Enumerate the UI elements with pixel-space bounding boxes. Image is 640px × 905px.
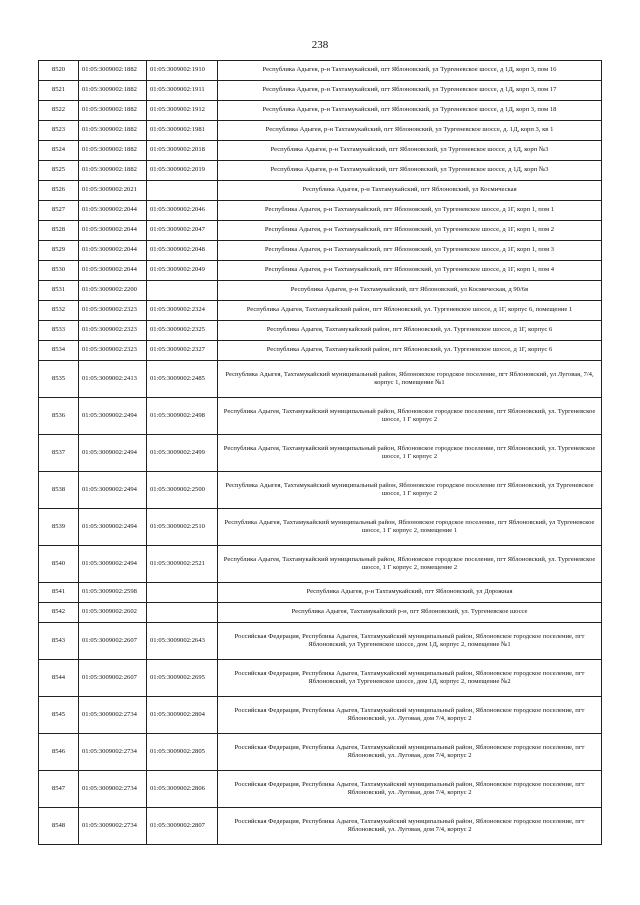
page-number: 238 (311, 39, 329, 51)
table-row (39, 181, 602, 201)
table-row (39, 221, 602, 241)
object-cadastral-number-cell: 01:05:3009002:2019 (147, 161, 218, 181)
address-cell: Республика Адыгея, Тахтамукайский муниципальный район, Яблоновское городское поселение, пгт Яблоновский, ул. Тургеневское шоссе, 1 Г корпус 2, помещение 2 (218, 546, 602, 583)
object-cadastral-number-cell: 01:05:3009002:2324 (147, 301, 218, 321)
row-number-cell: 8524 (39, 141, 79, 161)
land-cadastral-number-cell: 01:05:3009002:2734 (79, 697, 147, 734)
land-cadastral-number-cell: 01:05:3009002:2044 (79, 241, 147, 261)
object-cadastral-number-cell: 01:05:3009002:2048 (147, 241, 218, 261)
object-cadastral-number-cell: 01:05:3009002:2485 (147, 361, 218, 398)
row-number-cell: 8537 (39, 435, 79, 472)
row-number-cell: 8545 (39, 697, 79, 734)
address-cell: Республика Адыгея, р-н Тахтамукайский, пгт Яблоновский, ул Тургеневское шоссе, д 1Г, корп 1, пом 2 (218, 221, 602, 241)
row-number-cell: 8530 (39, 261, 79, 281)
row-number-cell: 8526 (39, 181, 79, 201)
row-number-cell: 8546 (39, 734, 79, 771)
object-cadastral-number-cell: 01:05:3009002:2325 (147, 321, 218, 341)
object-cadastral-number-cell: 01:05:3009002:2807 (147, 808, 218, 845)
row-number-cell: 8529 (39, 241, 79, 261)
row-number-cell: 8541 (39, 583, 79, 603)
land-cadastral-number-cell: 01:05:3009002:2021 (79, 181, 147, 201)
row-number-cell: 8540 (39, 546, 79, 583)
address-cell: Республика Адыгея, р-н Тахтамукайский, пгт Яблоновский, ул Тургеневское шоссе, д 1Г, корп 1, пом 3 (218, 241, 602, 261)
land-cadastral-number-cell: 01:05:3009002:2494 (79, 546, 147, 583)
land-cadastral-number-cell: 01:05:3009002:2494 (79, 472, 147, 509)
row-number-cell: 8539 (39, 509, 79, 546)
object-cadastral-number-cell: 01:05:3009002:1912 (147, 101, 218, 121)
row-number-cell: 8528 (39, 221, 79, 241)
address-cell: Республика Адыгея, Тахтамукайский муниципальный район, Яблоновское городское поселение пгт Яблоновский, ул Тургеневское шоссе, 1 Г корпус 2 (218, 472, 602, 509)
land-cadastral-number-cell: 01:05:3009002:2494 (79, 509, 147, 546)
address-cell: Республика Адыгея, Тахтамукайский муниципальный район, Яблоновское городское поселение, пгт Яблоновский, ул Луговая, 7/4, корпус 1, помещение №1 (218, 361, 602, 398)
object-cadastral-number-cell: 01:05:3009002:2018 (147, 141, 218, 161)
address-cell: Республика Адыгея, Тахтамукайский район, пгт Яблоновский, ул. Тургеневское шоссе, д 1Г, корпус 6 (218, 341, 602, 361)
row-number-cell: 8531 (39, 281, 79, 301)
land-cadastral-number-cell: 01:05:3009002:2323 (79, 341, 147, 361)
address-cell: Республика Адыгея, р-н Тахтамукайский, пгт Яблоновский, ул Тургеневское шоссе, д 1Д, корп №3 (218, 141, 602, 161)
object-cadastral-number-cell: 01:05:3009002:2510 (147, 509, 218, 546)
table-row (39, 583, 602, 603)
object-cadastral-number-cell: 01:05:3009002:2498 (147, 398, 218, 435)
table-row (39, 61, 602, 81)
table-row (39, 697, 602, 734)
address-cell: Российская Федерация, Республика Адыгея, Тахтамукайский муниципальный район, Яблоновское городское поселение, пгт Яблоновский, ул. Луговая, дом 7/4, корпус 2 (218, 697, 602, 734)
object-cadastral-number-cell: 01:05:3009002:2047 (147, 221, 218, 241)
land-cadastral-number-cell: 01:05:3009002:1882 (79, 81, 147, 101)
table-row (39, 808, 602, 845)
registry-table (38, 60, 602, 845)
address-cell: Республика Адыгея, р-н Тахтамукайский, пгт Яблоновский, ул Дорожная (218, 583, 602, 603)
object-cadastral-number-cell: 01:05:3009002:2521 (147, 546, 218, 583)
row-number-cell: 8544 (39, 660, 79, 697)
land-cadastral-number-cell: 01:05:3009002:2323 (79, 321, 147, 341)
land-cadastral-number-cell: 01:05:3009002:2607 (79, 623, 147, 660)
land-cadastral-number-cell: 01:05:3009002:2598 (79, 583, 147, 603)
address-cell: Республика Адыгея, р-н Тахтамукайский, пгт Яблоновский, ул Тургеневское шоссе, д 1Д, корп №3 (218, 161, 602, 181)
table-row (39, 509, 602, 546)
table-row (39, 603, 602, 623)
object-cadastral-number-cell: 01:05:3009002:2049 (147, 261, 218, 281)
row-number-cell: 8521 (39, 81, 79, 101)
land-cadastral-number-cell: 01:05:3009002:2044 (79, 261, 147, 281)
row-number-cell: 8543 (39, 623, 79, 660)
table-row (39, 660, 602, 697)
object-cadastral-number-cell (147, 603, 218, 623)
object-cadastral-number-cell: 01:05:3009002:2500 (147, 472, 218, 509)
row-number-cell: 8535 (39, 361, 79, 398)
land-cadastral-number-cell: 01:05:3009002:2413 (79, 361, 147, 398)
address-cell: Республика Адыгея, р-н Тахтамукайский, пгт Яблоновский, ул Космическая, д 90/6в (218, 281, 602, 301)
row-number-cell: 8538 (39, 472, 79, 509)
land-cadastral-number-cell: 01:05:3009002:1882 (79, 121, 147, 141)
address-cell: Республика Адыгея, Тахтамукайский муниципальный район, Яблоновское городское поселение, пгт Яблоновский, ул. Тургеневское шоссе, 1 Г корпус 2 (218, 435, 602, 472)
table-row (39, 546, 602, 583)
table-row (39, 398, 602, 435)
table-row (39, 771, 602, 808)
table-row (39, 623, 602, 660)
land-cadastral-number-cell: 01:05:3009002:2494 (79, 398, 147, 435)
address-cell: Республика Адыгея, р-н Тахтамукайский, пгт Яблоновский, ул Космическая (218, 181, 602, 201)
row-number-cell: 8525 (39, 161, 79, 181)
address-cell: Российская Федерация, Республика Адыгея, Тахтамукайский муниципальный район, Яблоновское городское поселение, пгт Яблоновский, ул. Луговая, дом 7/4, корпус 2 (218, 771, 602, 808)
land-cadastral-number-cell: 01:05:3009002:1882 (79, 61, 147, 81)
object-cadastral-number-cell (147, 583, 218, 603)
table-row (39, 321, 602, 341)
table-row (39, 472, 602, 509)
object-cadastral-number-cell: 01:05:3009002:2643 (147, 623, 218, 660)
land-cadastral-number-cell: 01:05:3009002:2734 (79, 734, 147, 771)
row-number-cell: 8548 (39, 808, 79, 845)
table-row (39, 435, 602, 472)
object-cadastral-number-cell: 01:05:3009002:2046 (147, 201, 218, 221)
land-cadastral-number-cell: 01:05:3009002:2200 (79, 281, 147, 301)
row-number-cell: 8532 (39, 301, 79, 321)
table-row (39, 734, 602, 771)
land-cadastral-number-cell: 01:05:3009002:1882 (79, 161, 147, 181)
address-cell: Российская Федерация, Республика Адыгея, Тахтамукайский муниципальный район, Яблоновское городское поселение, пгт Яблоновский, ул. Луговая, дом 7/4, корпус 2 (218, 808, 602, 845)
address-cell: Российская Федерация, Республика Адыгея, Тахтамукайский муниципальный район, Яблоновское городское поселение, пгт Яблоновский, ул Тургеневское шоссе, дом 1Д, корпус 2, помещение №1 (218, 623, 602, 660)
row-number-cell: 8536 (39, 398, 79, 435)
address-cell: Республика Адыгея, р-н Тахтамукайский, пгт Яблоновский, ул Тургеневское шоссе, д. 1Д, корп 3, кв 1 (218, 121, 602, 141)
object-cadastral-number-cell: 01:05:3009002:2327 (147, 341, 218, 361)
object-cadastral-number-cell: 01:05:3009002:1910 (147, 61, 218, 81)
address-cell: Российская Федерация, Республика Адыгея, Тахтамукайский муниципальный район, Яблоновское городское поселение, пгт Яблоновский, ул Тургеневское шоссе, дом 1Д, корпус 2, помещение №2 (218, 660, 602, 697)
row-number-cell: 8520 (39, 61, 79, 81)
address-cell: Республика Адыгея, Тахтамукайский р-н, пгт Яблоновский, ул. Тургеневское шоссе (218, 603, 602, 623)
table-row (39, 281, 602, 301)
land-cadastral-number-cell: 01:05:3009002:1882 (79, 101, 147, 121)
land-cadastral-number-cell: 01:05:3009002:2607 (79, 660, 147, 697)
land-cadastral-number-cell: 01:05:3009002:2494 (79, 435, 147, 472)
address-cell: Республика Адыгея, Тахтамукайский муниципальный район, Яблоновское городское поселение, пгт Яблоновский, ул. Тургеневское шоссе, 1 Г корпус 2 (218, 398, 602, 435)
object-cadastral-number-cell: 01:05:3009002:2806 (147, 771, 218, 808)
land-cadastral-number-cell: 01:05:3009002:2734 (79, 771, 147, 808)
address-cell: Республика Адыгея, р-н Тахтамукайский, пгт Яблоновский, ул Тургеневское шоссе, д 1Д, корп 3, пом 18 (218, 101, 602, 121)
table-row (39, 101, 602, 121)
address-cell: Республика Адыгея, р-н Тахтамукайский, пгт Яблоновский, ул Тургеневское шоссе, д 1Г, корп 1, пом 1 (218, 201, 602, 221)
land-cadastral-number-cell: 01:05:3009002:2734 (79, 808, 147, 845)
address-cell: Республика Адыгея, Тахтамукайский муниципальный район, Яблоновское городское поселение, пгт Яблоновский, ул Тургеневское шоссе, 1 Г корпус 2, помещение 1 (218, 509, 602, 546)
table-row (39, 261, 602, 281)
object-cadastral-number-cell (147, 181, 218, 201)
table-row (39, 341, 602, 361)
table-row (39, 361, 602, 398)
object-cadastral-number-cell (147, 281, 218, 301)
address-cell: Республика Адыгея, Тахтамукайский район, пгт Яблоновский, ул. Тургеневское шоссе, д 1Г, корпус 6 (218, 321, 602, 341)
row-number-cell: 8527 (39, 201, 79, 221)
object-cadastral-number-cell: 01:05:3009002:2695 (147, 660, 218, 697)
table-row (39, 81, 602, 101)
row-number-cell: 8542 (39, 603, 79, 623)
land-cadastral-number-cell: 01:05:3009002:2323 (79, 301, 147, 321)
table-row (39, 301, 602, 321)
table-row (39, 201, 602, 221)
row-number-cell: 8522 (39, 101, 79, 121)
object-cadastral-number-cell: 01:05:3009002:1981 (147, 121, 218, 141)
address-cell: Республика Адыгея, р-н Тахтамукайский, пгт Яблоновский, ул Тургеневское шоссе, д 1Д, корп 3, пом 17 (218, 81, 602, 101)
land-cadastral-number-cell: 01:05:3009002:2044 (79, 201, 147, 221)
table-row (39, 121, 602, 141)
object-cadastral-number-cell: 01:05:3009002:2804 (147, 697, 218, 734)
table-row (39, 241, 602, 261)
row-number-cell: 8534 (39, 341, 79, 361)
land-cadastral-number-cell: 01:05:3009002:2044 (79, 221, 147, 241)
address-cell: Республика Адыгея, Тахтамукайский район, пгт Яблоновский, ул. Тургеневское шоссе, д 1Г, корпус 6, помещение 1 (218, 301, 602, 321)
address-cell: Республика Адыгея, р-н Тахтамукайский, пгт Яблоновский, ул Тургеневское шоссе, д 1Д, корп 3, пом 16 (218, 61, 602, 81)
table-row (39, 141, 602, 161)
address-cell: Республика Адыгея, р-н Тахтамукайский, пгт Яблоновский, ул Тургеневское шоссе, д 1Г, корп 1, пом 4 (218, 261, 602, 281)
land-cadastral-number-cell: 01:05:3009002:2602 (79, 603, 147, 623)
row-number-cell: 8533 (39, 321, 79, 341)
object-cadastral-number-cell: 01:05:3009002:2805 (147, 734, 218, 771)
land-cadastral-number-cell: 01:05:3009002:1882 (79, 141, 147, 161)
address-cell: Российская Федерация, Республика Адыгея, Тахтамукайский муниципальный район, Яблоновское городское поселение, пгт Яблоновский, ул. Луговая, дом 7/4, корпус 2 (218, 734, 602, 771)
table-row (39, 161, 602, 181)
row-number-cell: 8523 (39, 121, 79, 141)
object-cadastral-number-cell: 01:05:3009002:2499 (147, 435, 218, 472)
object-cadastral-number-cell: 01:05:3009002:1911 (147, 81, 218, 101)
row-number-cell: 8547 (39, 771, 79, 808)
